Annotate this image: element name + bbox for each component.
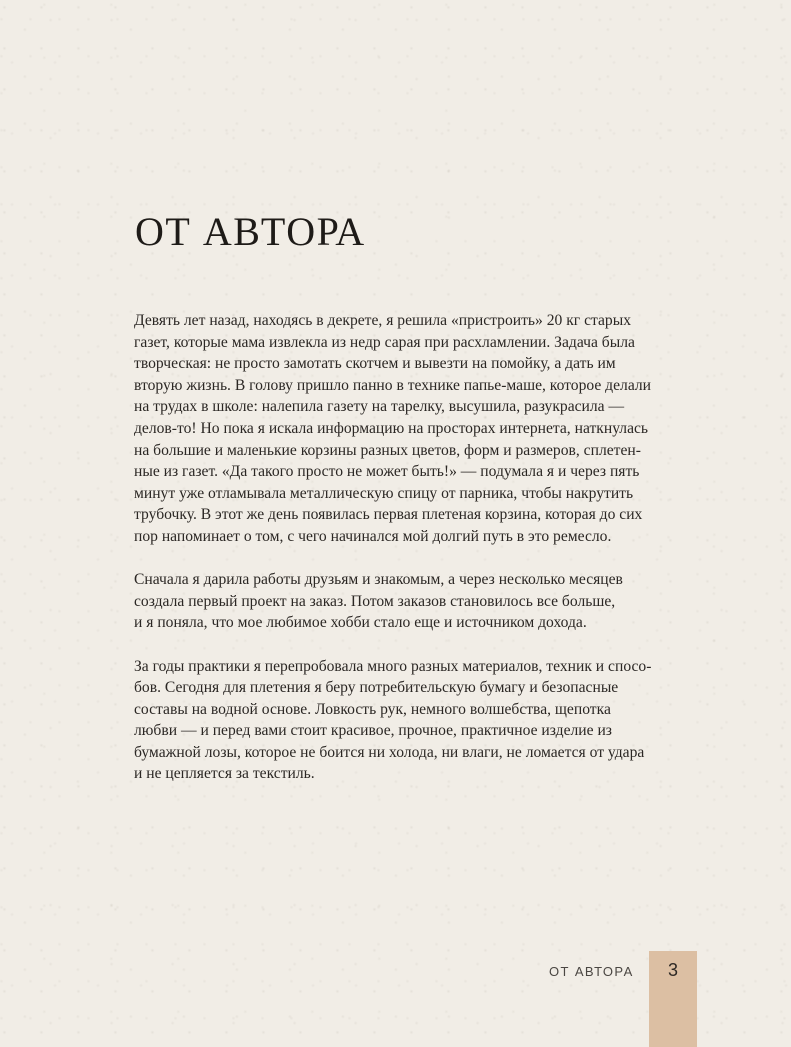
text-line: на трудах в школе: налепила газету на тарелку, высушила, разукрасила — [134, 398, 625, 416]
paragraph-2 [134, 569, 634, 634]
text-line: составы на водной основе. Ловкость рук, немного волшебства, щепотка [134, 700, 611, 718]
text-line: на большие и маленькие корзины разных цветов, форм и размеров, сплетен- [134, 441, 641, 459]
text-line: Девять лет назад, находясь в декрете, я решила «пристроить» 20 кг старых [134, 312, 631, 329]
text-line: творческая: не просто замотать скотчем и вывезти на помойку, а дать им [134, 355, 616, 373]
text-line: минут уже отламывала металлическую спицу от парника, чтобы накрутить [134, 484, 634, 502]
text-line: ные из газет. «Да такого просто не может быть!» — подумала я и через пять [134, 463, 640, 481]
text-line: создала первый проект на заказ. Потом заказов становилось все больше, [134, 592, 616, 610]
paragraph-1 [134, 310, 652, 548]
text-line: любви — и перед вами стоит красивое, прочное, практичное изделие из [134, 722, 612, 740]
text-line: пор напоминает о том, с чего начинался мой долгий путь в это ремесло. [134, 527, 612, 545]
text-line: бумажной лозы, которое не боится ни холода, ни влаги, не ломается от удара [134, 743, 645, 761]
text-line: газет, которые мама извлекла из недр сарая при расхламлении. Задача была [134, 333, 635, 351]
chapter-title: ОТ АВТОРА [135, 209, 366, 254]
text-line: бов. Сегодня для плетения я беру потребительскую бумагу и безопасные [134, 679, 619, 697]
page-number: 3 [667, 960, 678, 980]
body-text [134, 310, 652, 807]
running-head: ОТ АВТОРА [549, 964, 634, 979]
text-line: Сначала я дарила работы друзьям и знакомым, а через несколько месяцев [134, 571, 623, 589]
text-line: трубочку. В этот же день появилась первая плетеная корзина, которая до сих [134, 506, 643, 524]
text-line: и не цепляется за текстиль. [134, 765, 315, 783]
text-line: вторую жизнь. В голову пришло панно в технике папье-маше, которое делали [134, 376, 652, 394]
text-line: За годы практики я перепробовала много разных материалов, техник и спосо- [134, 657, 652, 675]
page-number-tab [649, 951, 697, 1047]
text-line: и я поняла, что мое любимое хобби стало еще и источником дохода. [134, 614, 587, 632]
paragraph-3 [134, 656, 652, 786]
text-line: делов-то! Но пока я искала информацию на просторах интернета, наткнулась [134, 419, 649, 437]
